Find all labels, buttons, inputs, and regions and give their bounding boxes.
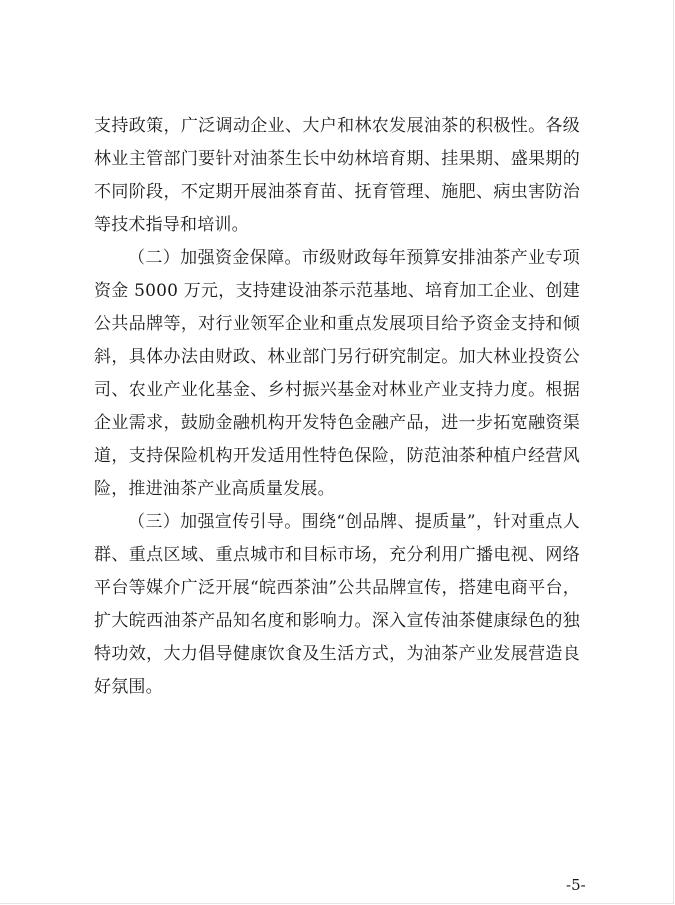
paragraph-line: 斜，具体办法由财政、林业部门另行研究制定。加大林业投资公 bbox=[94, 347, 580, 367]
paragraph-line: 好氛围。 bbox=[94, 677, 163, 697]
paragraph-line: 平台等媒介广泛开展“皖西茶油”公共品牌宣传，搭建电商平台， bbox=[94, 578, 580, 598]
section-heading-line: （二）加强资金保障。市级财政每年预算安排油茶产业专项 bbox=[128, 248, 580, 268]
paragraph-line: 林业主管部门要针对油茶生长中幼林培育期、挂果期、盛果期的 bbox=[94, 149, 580, 169]
paragraph-line: 道，支持保险机构开发适用性特色保险，防范油茶种植户经营风 bbox=[94, 446, 580, 466]
paragraph-line: 企业需求，鼓励金融机构开发特色金融产品，进一步拓宽融资渠 bbox=[94, 413, 580, 433]
paragraph-line: 群、重点区域、重点城市和目标市场，充分利用广播电视、网络 bbox=[94, 545, 580, 565]
paragraph-line: 资金 5000 万元，支持建设油茶示范基地、培育加工企业、创建 bbox=[94, 281, 580, 301]
paragraph-line: 险，推进油茶产业高质量发展。 bbox=[94, 479, 335, 499]
page-number: -5- bbox=[566, 876, 586, 894]
paragraph-line: 等技术指导和培训。 bbox=[94, 215, 249, 235]
paragraph-line: 扩大皖西油茶产品知名度和影响力。深入宣传油茶健康绿色的独 bbox=[94, 611, 580, 631]
paragraph-line: 特功效，大力倡导健康饮食及生活方式，为油茶产业发展营造良 bbox=[94, 644, 580, 664]
paragraph-line: 不同阶段，不定期开展油茶育苗、抚育管理、施肥、病虫害防治 bbox=[94, 182, 580, 202]
paragraph-line: 支持政策，广泛调动企业、大户和林农发展油茶的积极性。各级 bbox=[94, 116, 580, 136]
paragraph-line: 公共品牌等，对行业领军企业和重点发展项目给予资金支持和倾 bbox=[94, 314, 580, 334]
section-heading-line: （三）加强宣传引导。围绕“创品牌、提质量”，针对重点人 bbox=[128, 512, 580, 532]
paragraph-line: 司、农业产业化基金、乡村振兴基金对林业产业支持力度。根据 bbox=[94, 380, 580, 400]
